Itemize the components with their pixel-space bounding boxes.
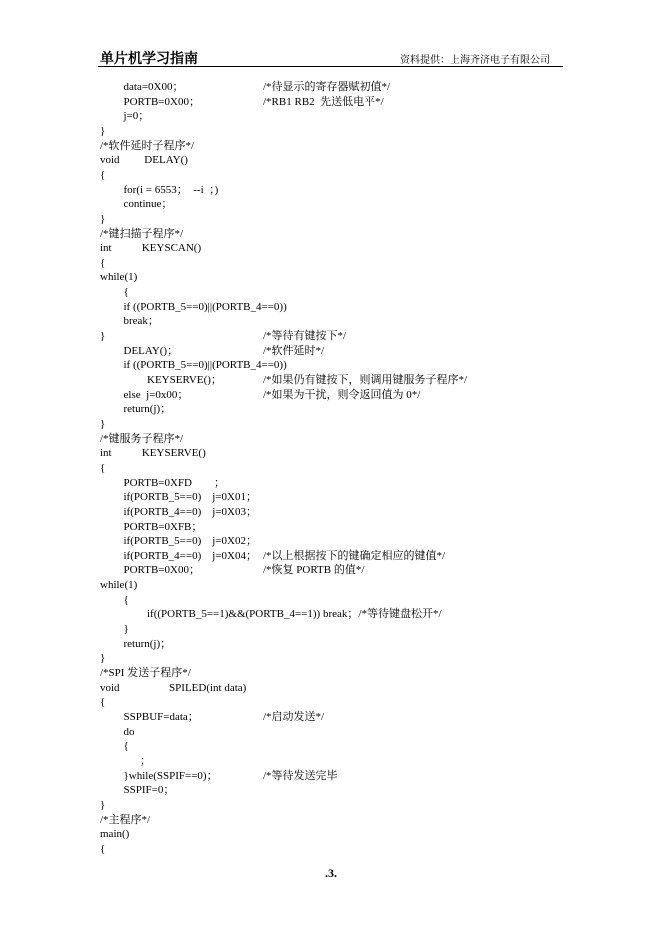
document-title: 单片机学习指南 — [100, 51, 198, 67]
code-line — [0, 593, 662, 607]
code-line — [0, 754, 662, 768]
code-text: void SPILED(int data) — [100, 681, 247, 694]
code-line — [0, 212, 662, 226]
code-text: SSPIF=0； — [123, 784, 175, 797]
code-line — [0, 622, 662, 636]
code-line — [0, 446, 662, 460]
code-text: } — [100, 212, 106, 225]
code-line — [0, 534, 662, 548]
code-text: /*键扫描子程序*/ — [100, 227, 184, 240]
code-comment: /*等待有键按下*/ — [263, 330, 347, 343]
code-text: continue； — [123, 198, 173, 211]
code-text: if((PORTB_5==1)&&(PORTB_4==1)) break；/*等待键盘松开*/ — [147, 608, 442, 621]
code-text: if(PORTB_4==0) j=0X03； — [123, 505, 257, 518]
code-line — [0, 270, 662, 284]
code-text: { — [123, 286, 129, 299]
code-text: DELAY()； — [123, 344, 179, 357]
code-comment: /*RB1 RB2 先送低电平*/ — [263, 95, 384, 108]
code-text: if(PORTB_5==0) j=0X02； — [123, 535, 257, 548]
code-text: if ((PORTB_5==0)||(PORTB_4==0)) — [123, 359, 287, 372]
code-line — [0, 314, 662, 328]
code-text: /*主程序*/ — [100, 813, 151, 826]
code-line — [0, 241, 662, 255]
code-line — [0, 769, 662, 783]
code-line — [0, 300, 662, 314]
code-comment: /*启动发送*/ — [263, 710, 325, 723]
code-text: } — [100, 652, 106, 665]
code-line — [0, 80, 662, 94]
code-text: do — [123, 725, 135, 738]
code-line — [0, 827, 662, 841]
code-line — [0, 666, 662, 680]
header-divider — [98, 66, 563, 67]
code-comment: /*以上根据按下的键确定相应的键值*/ — [263, 549, 446, 562]
code-text: j=0； — [123, 110, 150, 123]
code-text: return(j)； — [123, 637, 172, 650]
code-text: { — [100, 842, 106, 855]
code-comment: /*如果为干扰，则令返回值为 0*/ — [263, 388, 421, 401]
code-line — [0, 739, 662, 753]
code-line — [0, 227, 662, 241]
code-text: /*软件延时子程序*/ — [100, 139, 195, 152]
code-line — [0, 563, 662, 577]
code-line — [0, 373, 662, 387]
code-line — [0, 725, 662, 739]
code-text: PORTB=0X00； — [123, 95, 200, 108]
code-text: return(j)； — [123, 403, 172, 416]
code-line — [0, 461, 662, 475]
code-comment: /*等待发送完毕 — [263, 769, 338, 782]
code-line — [0, 637, 662, 651]
code-text: ； — [123, 754, 151, 767]
code-line — [0, 783, 662, 797]
code-text: data=0X00； — [123, 81, 184, 93]
code-text: } — [100, 417, 106, 430]
code-text: if(PORTB_5==0) j=0X01； — [123, 491, 257, 504]
code-text: { — [123, 740, 129, 753]
code-line — [0, 432, 662, 446]
code-text: void DELAY() — [100, 154, 188, 167]
code-text: while(1) — [100, 271, 138, 284]
code-text: PORTB=0XFD ； — [123, 476, 226, 489]
code-text: { — [100, 256, 106, 269]
code-text: } — [100, 798, 106, 811]
code-comment: /*待显示的寄存器赋初值*/ — [263, 81, 391, 93]
code-line — [0, 813, 662, 827]
code-line — [0, 417, 662, 431]
code-comment: /*软件延时*/ — [263, 344, 325, 357]
code-comment: /*恢复 PORTB 的值*/ — [263, 564, 365, 577]
code-text: } — [123, 623, 129, 636]
code-text: } — [100, 124, 106, 137]
code-line — [0, 124, 662, 138]
code-text: { — [100, 461, 106, 474]
code-line — [0, 681, 662, 695]
code-text: { — [100, 696, 106, 709]
source-credit: 资料提供：上海齐济电子有限公司 — [400, 55, 550, 66]
code-line — [0, 651, 662, 665]
code-line — [0, 549, 662, 563]
code-line — [0, 139, 662, 153]
code-line — [0, 95, 662, 109]
page-number: .3. — [325, 866, 337, 880]
code-line — [0, 388, 662, 402]
code-line — [0, 578, 662, 592]
code-line — [0, 329, 662, 343]
code-text: if ((PORTB_5==0)||(PORTB_4==0)) — [123, 300, 287, 313]
code-text: int KEYSERVE() — [100, 447, 206, 460]
code-text: break； — [123, 315, 159, 328]
code-text: /*SPI 发送子程序*/ — [100, 667, 191, 679]
code-line — [0, 344, 662, 358]
code-text: }while(SSPIF==0)； — [123, 769, 218, 782]
code-text: } — [100, 330, 106, 343]
code-line — [0, 285, 662, 299]
code-text: { — [100, 168, 106, 181]
code-line — [0, 476, 662, 490]
code-line — [0, 490, 662, 504]
code-line — [0, 168, 662, 182]
code-text: /*键服务子程序*/ — [100, 432, 184, 445]
code-line — [0, 197, 662, 211]
code-line — [0, 695, 662, 709]
code-line — [0, 607, 662, 621]
code-line — [0, 505, 662, 519]
code-line — [0, 798, 662, 812]
code-line — [0, 183, 662, 197]
code-text: KEYSERVE()； — [147, 374, 222, 386]
code-line — [0, 520, 662, 534]
code-text: SSPBUF=data； — [123, 710, 199, 723]
code-line — [0, 109, 662, 123]
code-text: main() — [100, 828, 130, 841]
code-text: else j=0x00； — [123, 388, 189, 401]
code-line — [0, 402, 662, 416]
code-text: { — [123, 593, 129, 606]
code-text: for(i = 6553； --i ；) — [123, 183, 219, 196]
code-text: PORTB=0X00； — [123, 564, 200, 577]
code-text: while(1) — [100, 579, 138, 592]
code-comment: /*如果仍有键按下，则调用键服务子程序*/ — [263, 374, 468, 386]
code-line — [0, 358, 662, 372]
code-text: PORTB=0XFB； — [123, 520, 203, 533]
code-line — [0, 710, 662, 724]
code-line — [0, 842, 662, 856]
code-line — [0, 256, 662, 270]
code-text: if(PORTB_4==0) j=0X04； — [123, 549, 257, 562]
code-text: int KEYSCAN() — [100, 242, 202, 255]
code-line — [0, 153, 662, 167]
